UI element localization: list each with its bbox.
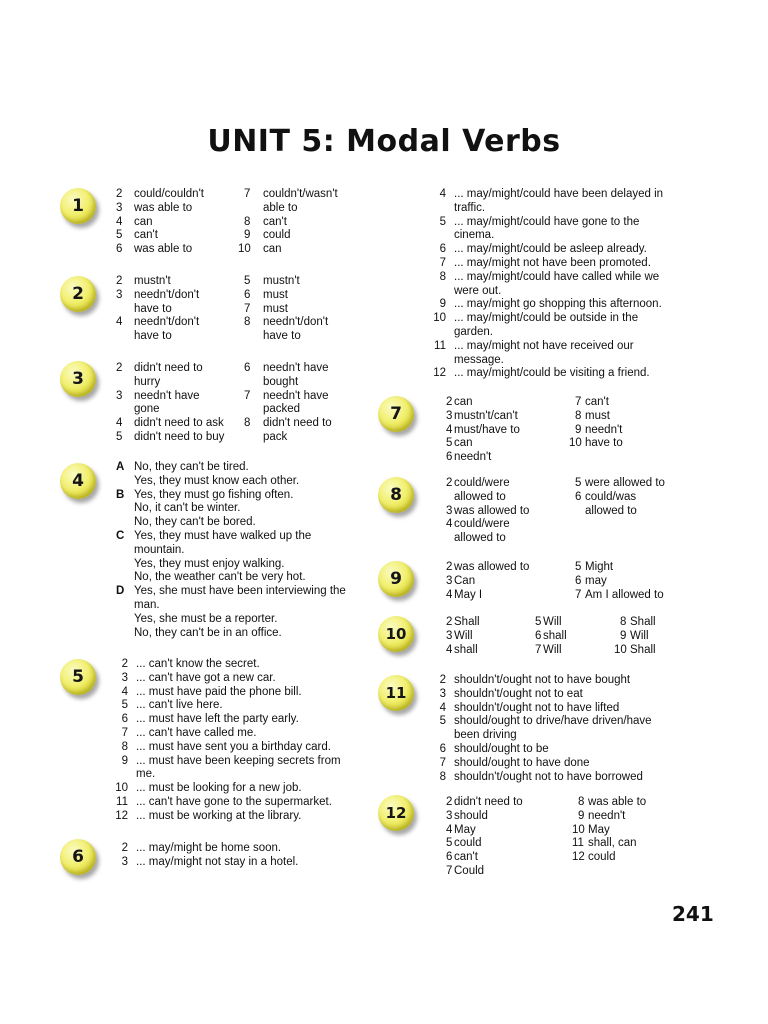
answer-text: didn't need to [263,417,332,430]
answer-text: needn't/don't [134,316,200,329]
answer-number: 3 [446,409,453,422]
answer-text: was allowed to [454,561,530,573]
answer-text: hurry [134,375,161,388]
answer-number: 5 [439,715,446,728]
answer-number: 3 [446,809,453,822]
answer-number: 4 [446,423,453,436]
answer-number: 5 [439,215,446,228]
exercise-badge-2: 2 [60,276,96,312]
answer-number: 6 [121,713,128,726]
page-title: UNIT 5: Modal Verbs [207,124,561,159]
answer-text: could/couldn't [134,188,204,200]
answer-text: Will [543,616,562,628]
answer-number: 8 [244,417,251,430]
answer-text: No, they can't be in an office. [134,626,282,639]
answer-number: 2 [446,396,453,408]
answer-number: 6 [244,362,251,374]
answer-text: pack [263,431,288,443]
answer-number: B [116,488,125,501]
answer-number: 5 [116,431,123,443]
answer-text: was able to [134,201,193,214]
answer-number: 3 [446,629,453,642]
answer-number: 3 [116,201,123,214]
answer-text: mustn't/can't [454,409,518,422]
answer-text: ... must have left the party early. [136,713,299,726]
answer-text: can't [454,851,478,864]
answer-text: must [263,302,288,315]
answer-text: shall [454,643,478,656]
answer-text: ... may/might not have been promoted. [454,257,651,269]
answer-number: 2 [439,674,446,686]
answer-text: didn't need to ask [134,417,224,430]
answer-text: May [588,823,610,836]
answer-number: 10 [572,823,585,836]
answer-text: Yes, they must know each other. [134,474,300,487]
answer-number: 3 [116,288,123,301]
answer-number: 8 [575,409,582,422]
answer-number: 6 [446,451,453,464]
answer-text: me. [136,768,156,781]
answer-number: 10 [238,243,251,256]
exercise-badge-6: 6 [60,839,96,875]
answer-text: can [263,243,282,256]
answer-text: message. [454,353,504,366]
answer-text: Shall [454,616,480,628]
answer-number: 2 [121,842,128,854]
answer-text: Might [585,561,614,573]
answer-text: needn't/don't [263,316,329,329]
answer-text: can't [134,229,158,242]
answer-number: 11 [116,796,128,808]
answer-text: must/have to [454,423,520,436]
answer-number: 4 [439,701,446,714]
answer-text: cinema. [454,229,495,242]
answer-text: must [263,288,288,301]
answer-text: shouldn't/ought not to have borrowed [454,770,643,783]
answer-number: 6 [575,574,582,587]
answer-number: A [116,461,125,473]
answer-number: 5 [535,616,542,628]
answer-text: have to [134,330,172,343]
answer-number: 4 [116,215,123,228]
answer-text: shouldn't/ought not to have bought [454,674,631,686]
answer-text: should/ought to have done [454,756,590,769]
answer-text: ... may/might/could have been delayed in [454,188,664,200]
answer-number: 2 [446,616,453,628]
answer-number: 6 [116,243,123,256]
answer-text: Yes, they must go fishing often. [134,488,294,501]
answer-text: shouldn't/ought not to have lifted [454,701,620,714]
answer-number: 9 [620,629,627,642]
answer-text: ... may/might/could be visiting a friend. [454,367,650,380]
answer-number: 3 [116,389,123,402]
answer-text: ... can't live here. [136,699,223,712]
answer-number: 4 [446,518,453,531]
answer-number: 9 [121,754,128,767]
answer-number: 4 [446,643,453,656]
answer-number: D [116,585,125,598]
answer-number: 10 [433,312,446,325]
page-number: 241 [672,902,714,926]
answer-text: could [454,837,482,850]
answer-text: man. [134,599,160,611]
answer-text: was able to [134,243,193,256]
answer-text: have to [585,437,623,450]
answer-text: should/ought to drive/have driven/have [454,715,652,728]
answer-number: 12 [572,851,585,864]
answer-text: mountain. [134,543,185,556]
answer-number: 2 [116,362,123,374]
answer-number: 7 [535,643,542,656]
exercise-badge-7: 7 [378,396,414,432]
answer-text: able to [263,201,298,214]
answer-number: 7 [244,389,251,402]
exercise-badge-5: 5 [60,659,96,695]
answer-text: didn't need to buy [134,431,225,443]
answer-text: garden. [454,326,494,338]
answer-number: 12 [433,367,446,380]
answer-text: can [134,215,153,228]
answer-text: Yes, they must enjoy walking. [134,557,285,570]
answer-number: 8 [244,215,251,228]
answer-text: Yes, they must have walked up the [134,530,312,542]
answer-number: 8 [439,270,446,283]
answer-text: allowed to [454,490,506,503]
answer-text: ... may/might not have received our [454,339,634,352]
answer-text: ... must be working at the library. [136,809,302,822]
answer-text: was allowed to [454,504,530,517]
answer-text: needn't [585,423,623,436]
answer-text: Can [454,574,476,587]
answer-text: may [585,574,607,587]
answer-text: allowed to [585,504,637,517]
answer-number: 2 [446,477,453,489]
answer-text: shall [543,629,567,642]
exercise-badge-10: 10 [378,616,414,652]
answer-text: were out. [454,284,502,297]
answer-number: 4 [121,685,128,698]
answer-number: 8 [578,796,585,808]
answer-number: 9 [578,809,585,822]
answer-text: can [454,396,473,408]
answer-text: can [454,437,473,450]
answer-text: didn't need to [454,796,523,808]
answer-number: 2 [446,561,453,573]
answer-text: could/were [454,477,510,489]
answer-text: No, the weather can't be very hot. [134,571,306,584]
exercise-badge-8: 8 [378,477,414,513]
answer-number: 7 [121,727,128,739]
answer-text: No, they can't be bored. [134,516,256,529]
exercise-badge-3: 3 [60,361,96,397]
answer-text: gone [134,403,160,416]
answer-number: 2 [116,188,123,200]
answer-number: 9 [439,298,446,311]
answer-text: could [588,851,616,864]
answer-number: 3 [446,574,453,587]
answer-number: 3 [446,504,453,517]
answer-number: 7 [439,756,446,769]
answer-number: 7 [575,396,582,408]
answer-text: ... can't know the secret. [136,658,260,670]
answer-text: traffic. [454,201,486,214]
answer-text: ... may/might/could be asleep already. [454,243,647,256]
answer-number: 7 [575,588,582,601]
answer-text: May [454,823,476,836]
answer-number: 9 [244,229,251,242]
answer-text: should/ought to be [454,743,549,755]
answer-number: 4 [116,417,123,430]
answer-text: could [263,229,291,242]
answer-number: 11 [572,837,584,850]
answer-text: been driving [454,729,517,742]
answer-text: shouldn't/ought not to eat [454,687,583,700]
answer-number: 8 [439,770,446,783]
answer-number: 8 [620,616,627,628]
answer-text: needn't have [134,389,200,402]
answer-number: 8 [244,316,251,329]
answer-number: 6 [244,288,251,301]
answer-number: 3 [439,687,446,700]
answer-text: needn't/don't [134,288,200,301]
answer-text: Will [543,643,562,656]
answer-text: bought [263,375,299,388]
answer-text: Shall [630,643,656,656]
answer-text: ... must have sent you a birthday card. [136,740,331,753]
answer-number: 6 [446,851,453,864]
answer-text: have to [263,330,301,343]
answer-text: didn't need to [134,362,203,374]
answer-number: 5 [116,229,123,242]
answer-text: ... can't have gone to the supermarket. [136,796,332,808]
answer-number: 10 [614,643,627,656]
answer-text: needn't have [263,389,329,402]
answer-number: 5 [244,275,251,287]
answer-text: No, it can't be winter. [134,502,241,515]
answer-number: 2 [446,796,453,808]
answer-text: couldn't/wasn't [263,188,338,200]
answer-number: 5 [575,561,582,573]
answer-number: 6 [535,629,542,642]
exercise-badge-1: 1 [60,188,96,224]
answer-text: ... must have been keeping secrets from [136,754,341,767]
answer-number: C [116,530,125,542]
answer-number: 11 [434,339,446,352]
answer-text: could/were [454,518,510,531]
answer-number: 5 [446,837,453,850]
answer-text: shall, can [588,837,637,850]
answer-text: May I [454,588,483,601]
answer-text: have to [134,302,172,315]
answer-number: 5 [446,437,453,450]
answer-text: needn't have [263,362,329,374]
answer-text: allowed to [454,532,506,545]
answer-text: ... may/might/could be outside in the [454,312,639,325]
answer-text: Shall [630,616,656,628]
answer-text: ... must be looking for a new job. [136,782,302,795]
answer-text: ... may/might not stay in a hotel. [136,855,299,868]
answer-number: 6 [575,490,582,503]
answer-number: 9 [575,423,582,436]
answer-text: were allowed to [585,477,665,489]
answer-text: can't [263,215,287,228]
answer-text: packed [263,403,301,416]
exercise-badge-11: 11 [378,675,414,711]
answer-number: 12 [115,809,128,822]
answer-number: 6 [439,743,446,755]
answer-text: ... can't have got a new car. [136,671,276,684]
exercise-badge-4: 4 [60,463,96,499]
exercise-badge-9: 9 [378,561,414,597]
answer-number: 5 [575,477,582,489]
answer-text: Will [630,629,649,642]
answer-number: 4 [439,188,446,200]
answer-number: 4 [116,316,123,329]
answer-text: needn't [454,451,492,464]
answer-text: Yes, she must be a reporter. [134,612,278,625]
answer-number: 2 [116,275,123,287]
answer-text: ... can't have called me. [136,727,257,739]
answer-text: mustn't [263,275,300,287]
answer-number: 8 [121,740,128,753]
answer-text: must [585,409,610,422]
answer-text: needn't [588,809,626,822]
answer-text: was able to [588,796,647,808]
answer-number: 5 [121,699,128,712]
answer-number: 7 [244,188,251,200]
answer-text: ... may/might/could have gone to the [454,215,640,228]
answer-number: 4 [446,823,453,836]
answer-text: Yes, she must have been interviewing the [134,585,346,598]
answer-text: could/was [585,490,637,503]
answer-number: 3 [121,855,128,868]
answer-text: Could [454,865,485,877]
answer-number: 6 [439,243,446,256]
answer-number: 10 [115,782,128,795]
answer-text: Am I allowed to [585,588,664,601]
answer-number: 7 [244,302,251,315]
answer-number: 4 [446,588,453,601]
answer-text: ... may/might go shopping this afternoon. [454,298,662,311]
answer-number: 7 [446,865,453,877]
answer-number: 10 [569,437,582,450]
exercise-badge-12: 12 [378,795,414,831]
answer-text: ... may/might be home soon. [136,842,282,854]
answer-text: ... must have paid the phone bill. [136,685,302,698]
answer-number: 7 [439,257,446,269]
answer-text: mustn't [134,275,171,287]
answer-number: 2 [121,658,128,670]
answer-text: No, they can't be tired. [134,461,249,473]
answer-text: can't [585,396,609,408]
answer-text: ... may/might/could have called while we [454,270,660,283]
answer-text: Will [454,629,473,642]
answer-text: should [454,809,488,822]
answer-number: 3 [121,671,128,684]
